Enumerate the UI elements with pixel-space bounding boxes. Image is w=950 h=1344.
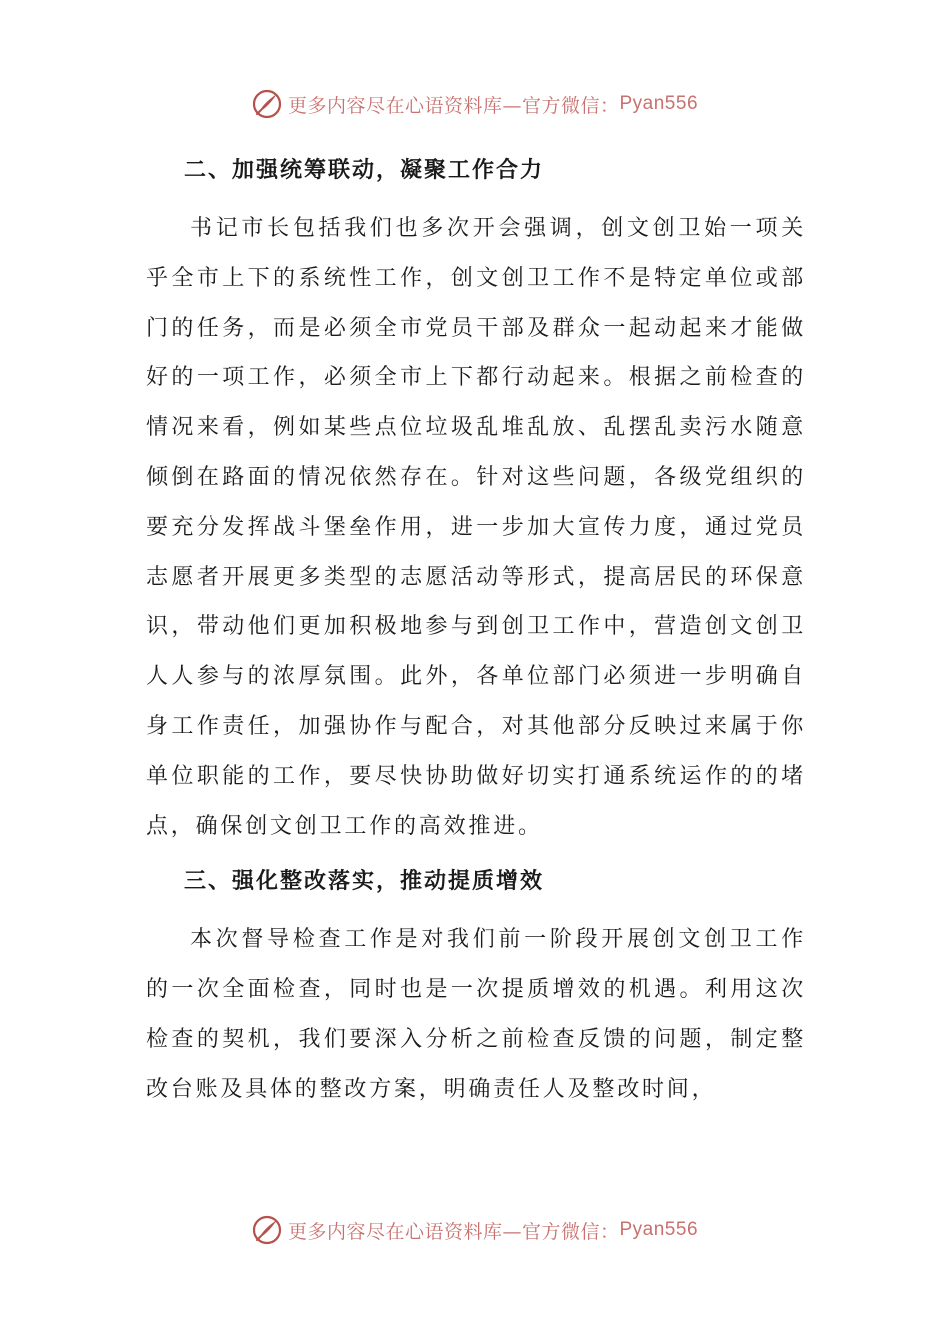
banner-text: 更多内容尽在心语资料库—官方微信： (287, 94, 620, 117)
wechat-id: Pyan556 (619, 1219, 699, 1240)
section-paragraph-2: 书记市长包括我们也多次开会强调，创文创卫始一项关乎全市上下的系统性工作，创文创卫工作不是特定单位或部门的任务，而是必须全市党员干部及群众一起动起来才能做好的一项工作，必须全市上下都行动起来。根据之前检查的情况来看，例如某些点位垃圾乱堆乱放、乱摆乱卖污水随意倾倒在路面的情况依然存在。针对这些问题，各级党组织的要充分发挥战斗堡垒作用，进一步加大宣传力度，通过党员志愿者开展更多类型的志愿活动等形式，提高居民的环保意识，带动他们更加积极地参与到创卫工作中，营造创文创卫人人参与的浓厚氛围。此外，各单位部门必须进一步明确自身工作责任，加强协作与配合，对其他部分反映过来属于你单位职能的工作，要尽快协助做好切实打通系统运作的的堵点，确保创文创卫工作的高效推进。 (146, 216, 806, 839)
document-body (146, 146, 806, 1121)
section-heading-2: 二、加强统筹联动，凝聚工作合力 (184, 158, 545, 183)
section-heading-3: 三、强化整改落实，推动提质增效 (184, 869, 545, 895)
wechat-id: Pyan556 (619, 93, 699, 114)
footer-banner (0, 1210, 950, 1250)
header-banner (0, 84, 950, 124)
banner-text: 更多内容尽在心语资料库—官方微信： (287, 1220, 620, 1243)
quill-pen-logo-icon (252, 89, 282, 119)
section-paragraph-3: 本次督导检查工作是对我们前一阶段开展创文创卫工作的一次全面检查，同时也是一次提质增效的机遇。利用这次检查的契机，我们要深入分析之前检查反馈的问题，制定整改台账及具体的整改方案，明确责任人及整改时间， (146, 927, 806, 1102)
quill-pen-logo-icon (252, 1215, 282, 1245)
